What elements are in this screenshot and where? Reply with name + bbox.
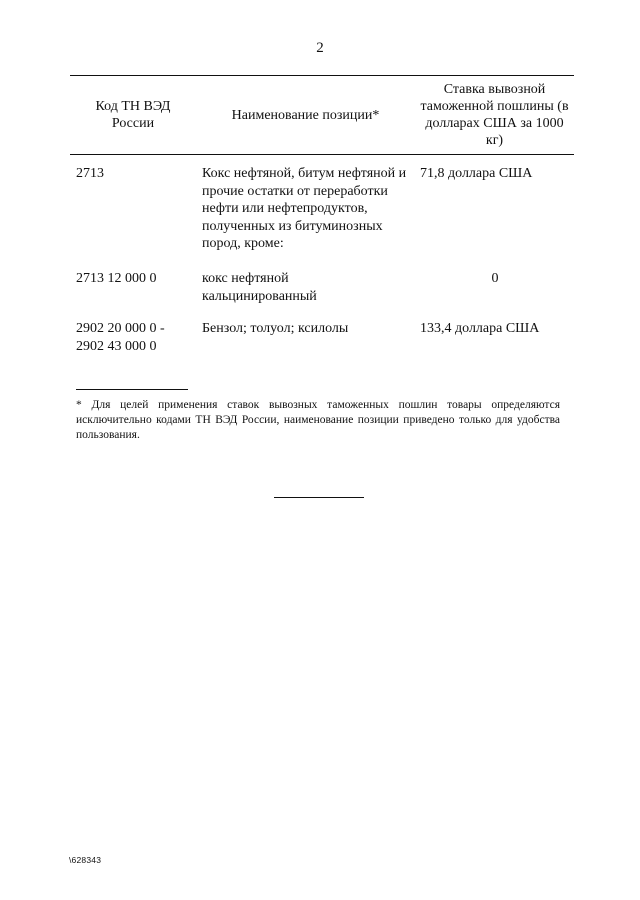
header-name-label: Наименование позиции* bbox=[231, 107, 380, 123]
header-name bbox=[196, 76, 415, 154]
row-name: Кокс нефтяной, битум нефтяной и прочие остатки от переработки нефти или нефтепродуктов, полученных из битуминозных пород, кроме: bbox=[202, 166, 407, 251]
page-number: 2 bbox=[316, 40, 324, 56]
end-of-document-divider bbox=[274, 497, 364, 498]
footnote-divider bbox=[76, 389, 188, 390]
header-code bbox=[70, 76, 196, 154]
row-name: Бензол; толуол; ксилолы bbox=[202, 321, 349, 336]
header-rate bbox=[415, 76, 574, 154]
row-code: 2713 bbox=[76, 166, 104, 181]
row-code: 2713 12 000 0 bbox=[76, 271, 157, 286]
table-row bbox=[70, 155, 574, 270]
document-id: \628343 bbox=[69, 855, 102, 865]
table-row bbox=[70, 320, 574, 365]
row-rate: 71,8 доллара США bbox=[420, 166, 533, 181]
footnote-text: * Для целей применения ставок вывозных таможенных пошлин товары определяются исключительно кодами ТН ВЭД России, наименование позиции приведено только для удобства пользования. bbox=[76, 399, 560, 441]
table-row bbox=[70, 270, 574, 320]
duty-rates-table bbox=[70, 75, 574, 365]
row-rate: 0 bbox=[491, 271, 499, 286]
row-rate: 133,4 доллара США bbox=[420, 321, 540, 336]
table-body bbox=[70, 155, 574, 365]
table-header bbox=[70, 75, 574, 155]
row-code: 2902 20 000 0 - 2902 43 000 0 bbox=[76, 321, 165, 354]
header-code-label: Код ТН ВЭД России bbox=[95, 99, 171, 131]
row-name: кокс нефтяной кальцинированный bbox=[202, 271, 317, 304]
header-rate-label: Ставка вывозной таможенной пошлины (в долларах США за 1000 кг) bbox=[420, 82, 569, 148]
